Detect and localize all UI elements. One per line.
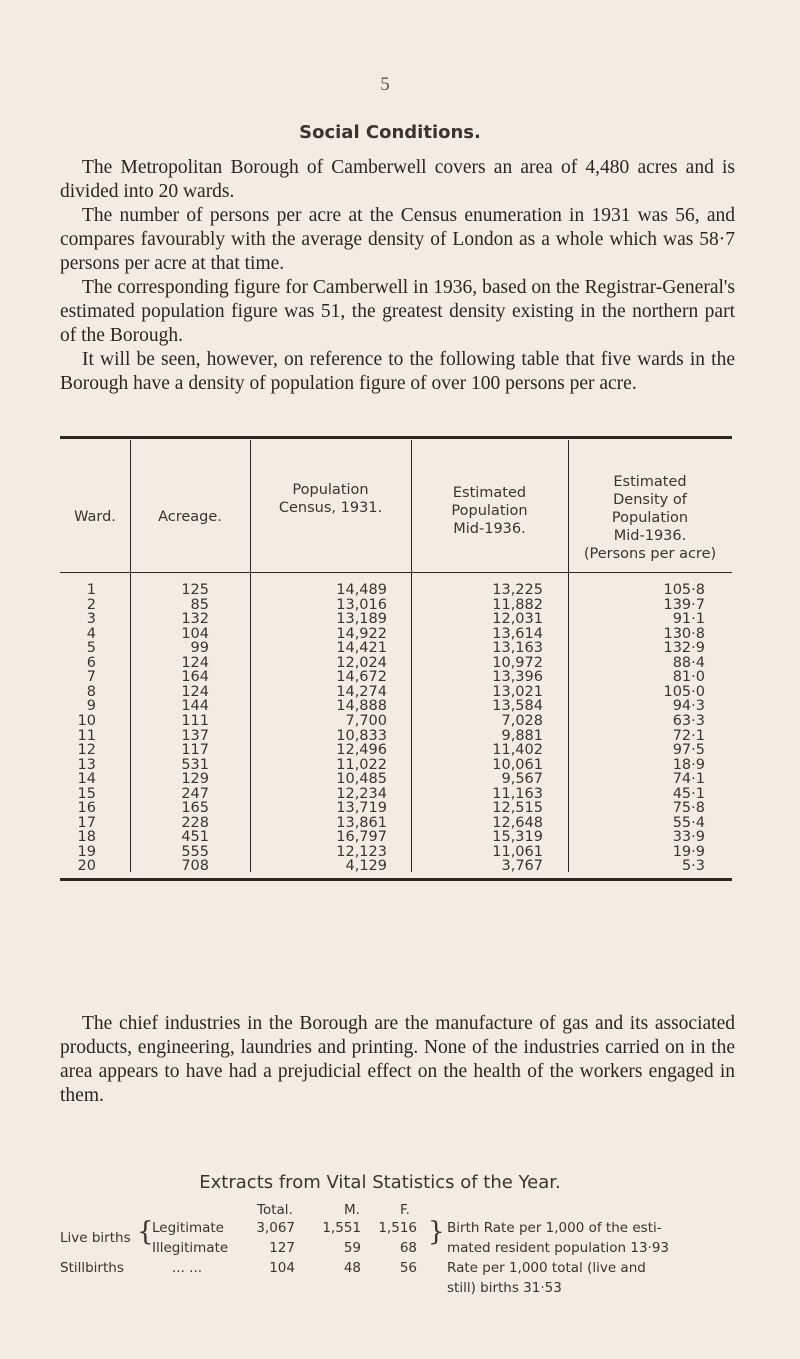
stillbirths-label: Stillbirths (60, 1260, 124, 1276)
table-cell-density: 81·0 (672, 669, 705, 686)
table-cell-census: 14,489 (336, 582, 387, 598)
table-cell-census: 14,274 (336, 683, 387, 700)
table-cell-acreage: 165 (181, 800, 209, 817)
table-cell-census: 10,833 (336, 727, 387, 744)
table-cell-acreage: 137 (181, 727, 209, 744)
table-cell-ward: 3 (86, 611, 96, 628)
table-cell-density: 5·3 (681, 858, 705, 875)
table-cell-density: 74·1 (672, 771, 705, 788)
table-cell-estimated: 11,061 (492, 843, 543, 860)
table-cell-density: 19·9 (672, 843, 705, 860)
table-cell-acreage: 164 (181, 669, 209, 686)
table-cell-acreage: 228 (181, 814, 209, 831)
vital-statistics-heading: Extracts from Vital Statistics of the Year. (199, 1172, 561, 1193)
table-cell-density: 72·1 (672, 727, 705, 744)
table-cell-census: 13,861 (336, 814, 387, 831)
table-cell-density: 132·9 (663, 640, 705, 657)
table-cell-census: 7,700 (345, 712, 387, 729)
table-cell-census: 13,016 (336, 596, 387, 613)
paragraph-1936: The corresponding figure for Camberwell in 1936, based on the Registrar-General's estimated population figure was 51, the greatest density existing in the northern part of the Borough. (60, 277, 735, 346)
table-cell-ward: 5 (86, 640, 96, 657)
table-cell-ward: 7 (86, 669, 96, 686)
table-cell-ward: 19 (77, 843, 96, 860)
header-estimated: Estimated Population Mid-1936. (451, 485, 528, 537)
table-cell-census: 12,123 (336, 843, 387, 860)
header-acreage: Acreage. (158, 509, 222, 525)
table-cell-ward: 12 (77, 742, 96, 759)
table-cell-density: 130·8 (663, 625, 705, 642)
table-cell-acreage: 132 (181, 611, 209, 628)
table-cell-ward: 11 (77, 727, 96, 744)
table-cell-density: 139·7 (663, 596, 705, 613)
table-cell-density: 33·9 (672, 829, 705, 846)
table-cell-census: 11,022 (336, 756, 387, 773)
table-cell-ward: 18 (77, 829, 96, 846)
table-cell-acreage: 124 (181, 683, 209, 700)
legitimate-total: 3,067 (256, 1220, 295, 1236)
table-cell-acreage: 451 (181, 829, 209, 846)
table-cell-density: 75·8 (672, 800, 705, 817)
table-top-rule (60, 436, 732, 439)
table-cell-ward: 10 (77, 712, 96, 729)
stillbirths-m: 48 (343, 1260, 361, 1276)
table-cell-estimated: 7,028 (501, 712, 543, 729)
table-cell-census: 13,189 (336, 611, 387, 628)
table-cell-density: 63·3 (672, 712, 705, 729)
table-cell-ward: 2 (86, 596, 96, 613)
table-cell-estimated: 15,319 (492, 829, 543, 846)
table-cell-estimated: 13,225 (492, 582, 543, 598)
table-cell-density: 88·4 (672, 654, 705, 671)
left-brace: { (137, 1217, 154, 1247)
table-cell-estimated: 10,972 (492, 654, 543, 671)
table-cell-census: 13,719 (336, 800, 387, 817)
stillbirths-total: 104 (269, 1260, 295, 1276)
table-cell-acreage: 247 (181, 785, 209, 802)
table-cell-census: 4,129 (345, 858, 387, 875)
table-cell-estimated: 12,515 (492, 800, 543, 817)
table-cell-acreage: 117 (181, 742, 209, 759)
table-cell-census: 14,672 (336, 669, 387, 686)
table-cell-estimated: 13,584 (492, 698, 543, 715)
table-cell-ward: 9 (86, 698, 96, 715)
paragraph-area: The Metropolitan Borough of Camberwell covers an area of 4,480 acres and is divided into 20 wards. (60, 157, 735, 202)
stillbirths-dots: ... ... (172, 1260, 203, 1276)
table-header-rule (60, 572, 732, 573)
table-cell-acreage: 85 (190, 596, 209, 613)
table-cell-acreage: 555 (181, 843, 209, 860)
section-heading: Social Conditions. (299, 122, 481, 143)
paragraph-density: The number of persons per acre at the Census enumeration in 1931 was 56, and compares favourably with the average density of London as a whole which was 58·7 persons per acre at that time. (60, 205, 735, 274)
table-cell-ward: 20 (77, 858, 96, 875)
table-cell-estimated: 13,614 (492, 625, 543, 642)
paragraph-industries: The chief industries in the Borough are the manufacture of gas and its associated products, engineering, laundries and printing. None of the industries carried on in the area appears to have had a prejudicial effect on the health of the workers engaged in them. (60, 1013, 735, 1106)
table-cell-acreage: 129 (181, 771, 209, 788)
table-cell-density: 105·0 (663, 683, 705, 700)
stillbirths-f: 56 (399, 1260, 417, 1276)
illegitimate-total: 127 (269, 1240, 295, 1256)
table-cell-acreage: 144 (181, 698, 209, 715)
illegitimate-label: Illegitimate (152, 1240, 229, 1256)
col-f-header: F. (400, 1202, 410, 1218)
legitimate-f: 1,516 (378, 1220, 417, 1236)
table-cell-acreage: 104 (181, 625, 209, 642)
col-m-header: M. (344, 1202, 360, 1218)
table-cell-estimated: 12,648 (492, 814, 543, 831)
table-cell-estimated: 11,882 (492, 596, 543, 613)
table-cell-estimated: 13,021 (492, 683, 543, 700)
table-cell-ward: 6 (86, 654, 96, 671)
table-cell-estimated: 12,031 (492, 611, 543, 628)
table-bottom-rule (60, 878, 732, 881)
table-cell-census: 14,421 (336, 640, 387, 657)
table-cell-density: 55·4 (672, 814, 705, 831)
table-cell-density: 105·8 (663, 582, 705, 598)
table-cell-density: 18·9 (672, 756, 705, 773)
col-total-header: Total. (257, 1202, 293, 1218)
table-cell-estimated: 11,163 (492, 785, 543, 802)
page-number: 5 (380, 74, 390, 95)
table-cell-ward: 13 (77, 756, 96, 773)
table-cell-ward: 4 (86, 625, 96, 642)
header-density: Estimated Density of Population Mid-1936. (Persons per acre) (583, 474, 717, 562)
table-cell-census: 16,797 (336, 829, 387, 846)
table-cell-census: 14,888 (336, 698, 387, 715)
table-cell-estimated: 11,402 (492, 742, 543, 759)
table-cell-ward: 1 (86, 582, 96, 598)
table-cell-ward: 15 (77, 785, 96, 802)
right-brace: } (428, 1217, 445, 1247)
table-cell-density: 45·1 (672, 785, 705, 802)
paragraph-reference: It will be seen, however, on reference to the following table that five wards in the Borough have a density of population figure of over 100 persons per acre. (60, 349, 735, 394)
table-cell-census: 14,922 (336, 625, 387, 642)
table-cell-estimated: 9,881 (501, 727, 543, 744)
header-ward: Ward. (74, 509, 116, 525)
table-cell-acreage: 125 (181, 582, 209, 598)
table-cell-density: 97·5 (672, 742, 705, 759)
birth-rate-note-line: Birth Rate per 1,000 of the esti- (447, 1220, 662, 1236)
table-cell-estimated: 13,396 (492, 669, 543, 686)
table-cell-acreage: 99 (190, 640, 209, 657)
table-cell-estimated: 13,163 (492, 640, 543, 657)
stillbirth-rate-note-line: still) births 31·53 (447, 1280, 562, 1296)
table-cell-density: 91·1 (672, 611, 705, 628)
table-cell-acreage: 124 (181, 654, 209, 671)
table-cell-ward: 8 (86, 683, 96, 700)
table-cell-census: 10,485 (336, 771, 387, 788)
illegitimate-f: 68 (399, 1240, 417, 1256)
legitimate-label: Legitimate (152, 1220, 224, 1236)
table-cell-density: 94·3 (672, 698, 705, 715)
table-cell-acreage: 111 (181, 712, 209, 729)
table-cell-census: 12,024 (336, 654, 387, 671)
illegitimate-m: 59 (343, 1240, 361, 1256)
live-births-label: Live births (60, 1230, 131, 1246)
table-cell-census: 12,234 (336, 785, 387, 802)
table-cell-ward: 14 (77, 771, 96, 788)
table-cell-census: 12,496 (336, 742, 387, 759)
table-cell-estimated: 3,767 (501, 858, 543, 875)
table-cell-estimated: 10,061 (492, 756, 543, 773)
table-cell-ward: 16 (77, 800, 96, 817)
table-cell-acreage: 708 (181, 858, 209, 875)
birth-rate-note-line: mated resident population 13·93 (447, 1240, 670, 1256)
table-cell-ward: 17 (77, 814, 96, 831)
header-census: Population Census, 1931. (278, 482, 383, 516)
stillbirth-rate-note-line: Rate per 1,000 total (live and (447, 1260, 646, 1276)
table-cell-estimated: 9,567 (501, 771, 543, 788)
table-cell-acreage: 531 (181, 756, 209, 773)
legitimate-m: 1,551 (322, 1220, 361, 1236)
